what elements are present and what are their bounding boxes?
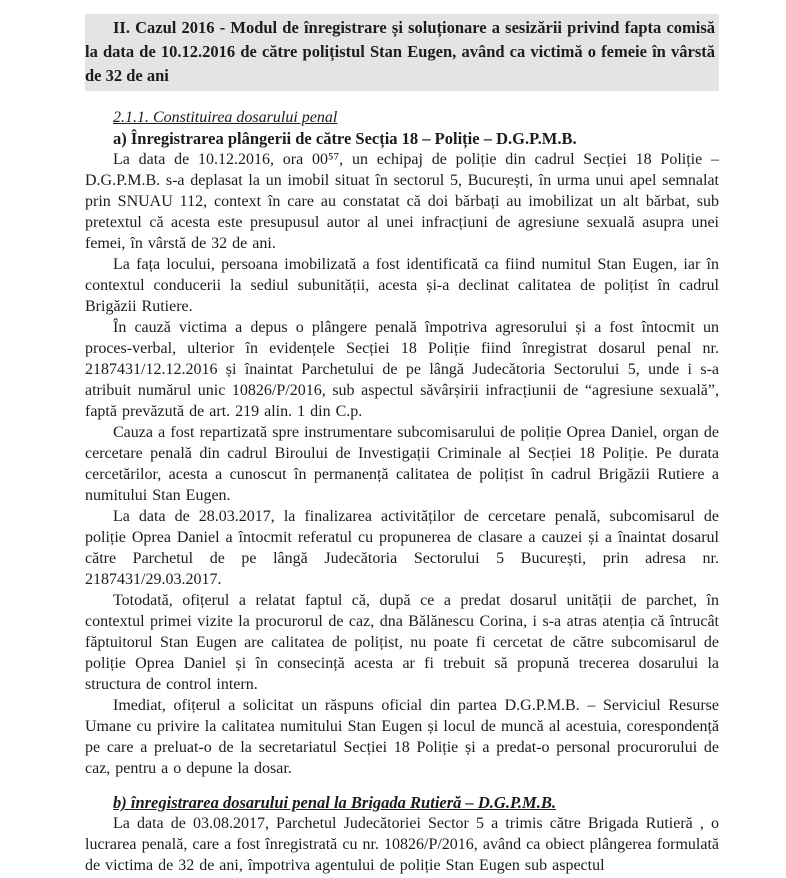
paragraph: La data de 28.03.2017, la finalizarea activităților de cercetare penală, subcomisarul de poliție Oprea Daniel a întocmit referatul cu propunerea de clasare a cauzei și a înaintat dosarul către Parchetul de pe lângă Judecătoria Sectorului 5 București, prin adresa nr. 2187431/29.03.2017. (85, 508, 719, 588)
paragraph: Cauza a fost repartizată spre instrumentare subcomisarului de poliție Oprea Daniel, organ de cercetare penală din cadrul Biroului de Investigații Criminale al Secției 18 Poliție. Pe durata cercetărilor, acesta a cunoscut în permanență calitatea de polițist în cadrul Brigăzii Rutiere a numitului Stan Eugen. (85, 424, 719, 504)
case-heading: II. Cazul 2016 - Modul de înregistrare și soluționare a sesizării privind fapta comisă la data de 10.12.2016 de către polițistul Stan Eugen, având ca victimă o femeie în vârstă de 32 de ani (85, 14, 719, 91)
paragraph: La data de 03.08.2017, Parchetul Judecătoriei Sector 5 a trimis către Brigada Rutieră , o lucrarea penală, care a fost înregistrată cu nr. 10826/P/2016, având ca obiect plângerea formulată de victima de 32 de ani, împotriva agentului de poliție Stan Eugen sub aspectul (85, 815, 719, 874)
paragraph: Imediat, ofițerul a solicitat un răspuns oficial din partea D.G.P.M.B. – Serviciul Resurse Umane cu privire la calitatea numitului Stan Eugen și locul de muncă al acestuia, corespondență pe care a preluat-o de la secretariatul Secției 18 Poliție și a predat-o personal procurorului de caz, pentru a o depune la dosar. (85, 697, 719, 777)
heading-a: a) Înregistrarea plângerii de către Secția 18 – Poliție – D.G.P.M.B. (113, 129, 577, 148)
heading-b: b) înregistrarea dosarului penal la Brigada Rutieră – D.G.P.M.B. (113, 793, 556, 812)
paragraph: Totodată, ofițerul a relatat faptul că, după ce a predat dosarul unității de parchet, în contextul primei vizite la procurorul de caz, dna Bălănescu Corina, i s-a atras atenția că întrucât făptuitorul Stan Eugen are calitatea de polițist, nu poate fi cercetat de către subcomisarul de poliție Oprea Daniel și în consecință acesta ar fi trebuit să propună trecerea dosarului la structura de control intern. (85, 592, 719, 693)
paragraph: La data de 10.12.2016, ora 00⁵⁷, un echipaj de poliție din cadrul Secției 18 Poliție – D.G.P.M.B. s-a deplasat la un imobil situat în sectorul 5, București, în urma unui apel semnalat prin SNUAU 112, context în care au constatat că doi bărbați au imobilizat un alt bărbat, sub pretextul că acesta este presupusul autor al unei infracțiuni de agresiune sexuală asupra unei femei, în vârstă de 32 de ani. (85, 151, 719, 252)
paragraph: În cauză victima a depus o plângere penală împotriva agresorului și a fost întocmit un proces-verbal, ulterior în evidențele Secției 18 Poliție fiind înregistrat dosarul penal nr. 2187431/12.12.2016 și înaintat Parchetului de pe lângă Judecătoria Sectorului 5, unde i s-a atribuit numărul unic 10826/P/2016, sub aspectul săvârșirii infracțiunii de “agresiune sexuală”, faptă prevăzută de art. 219 alin. 1 din C.p. (85, 319, 719, 420)
paragraph: La fața locului, persoana imobilizată a fost identificată ca fiind numitul Stan Eugen, iar în contextul conducerii la sediul subunității, acesta și-a declinat calitatea de polițist în cadrul Brigăzii Rutiere. (85, 256, 719, 315)
subsection-title: 2.1.1. Constituirea dosarului penal (113, 109, 338, 126)
